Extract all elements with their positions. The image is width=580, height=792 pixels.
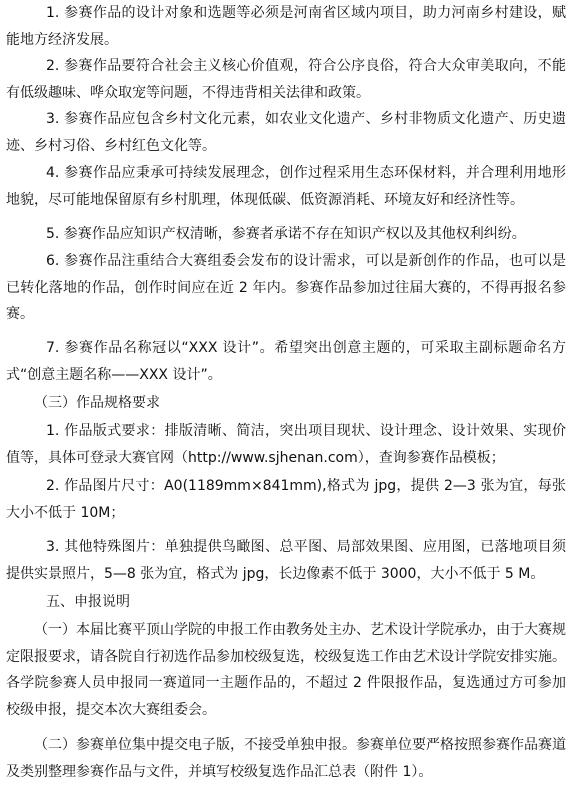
application-note-2: （二）参赛单位集中提交电子版，不接受单独申报。参赛单位要严格按照参赛作品赛道及类别整理参赛作品与文件，并填写校级复选作品汇总表（附件 1）。 [6,737,566,780]
application-note-1: （一）本届比赛平顶山学院的申报工作由教务处主办、艺术设计学院承办，由于大赛规定限报要求，请各院自行初选作品参加校级复选，校级复选工作由艺术设计学院安排实施。各学院参赛人员申报同一赛道同一主题作品的，不超过 2 件限报作品，复选通过方可参加校级申报，提交本次大赛组委会。 [6,622,566,718]
spec-item-3: 3. 其他特殊图片：单独提供鸟瞰图、总平图、局部效果图、应用图，已落地项目须提供实景照片，5—8 张为宜，格式为 jpg，长边像素不低于 3000，大小不低于 5 M。 [6,539,566,582]
paragraph-item-2: 2. 参赛作品要符合社会主义核心价值观，符合公序良俗，符合大众审美取向，不能有低级趣味、哗众取宠等问题，不得违背相关法律和政策。 [6,58,566,101]
section-heading-application: 五、申报说明 [46,594,130,610]
paragraph-item-7: 7. 参赛作品名称冠以“XXX 设计”。希望突出创意主题的，可采取主副标题命名方式“创意主题名称——XXX 设计”。 [6,340,566,383]
paragraph-item-3: 3. 参赛作品应包含乡村文化元素，如农业文化遗产、乡村非物质文化遗产、历史遗迹、乡村习俗、乡村红色文化等。 [6,111,566,154]
spec-item-2: 2. 作品图片尺寸：A0(1189mm×841mm),格式为 jpg，提供 2—3 张为宜，每张大小不低于 10M； [6,478,566,521]
paragraph-item-1: 1. 参赛作品的设计对象和选题等必须是河南省区域内项目，助力河南乡村建设，赋能地方经济发展。 [6,5,566,48]
section-heading-specs: （三）作品规格要求 [34,395,160,411]
spec-item-1: 1. 作品版式要求：排版清晰、简洁，突出项目现状、设计理念、设计效果、实现价值等，具体可登录大赛官网（http://www.sjhenan.com），查询参赛作品模板； [6,423,566,466]
paragraph-item-5: 5. 参赛作品应知识产权清晰，参赛者承诺不存在知识产权以及其他权利纠纷。 [46,226,526,242]
paragraph-item-4: 4. 参赛作品应秉承可持续发展理念，创作过程采用生态环保材料，并合理利用地形地貌，尽可能地保留原有乡村肌理，体现低碳、低资源消耗、环境友好和经济性等。 [6,165,566,208]
paragraph-item-6: 6. 参赛作品注重结合大赛组委会发布的设计需求，可以是新创作的作品，也可以是已转化落地的作品，创作时间应在近 2 年内。参赛作品参加过往届大赛的，不得再报名参赛。 [6,253,566,322]
